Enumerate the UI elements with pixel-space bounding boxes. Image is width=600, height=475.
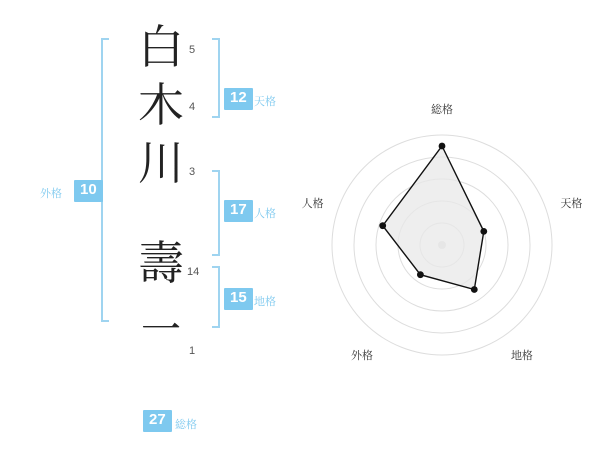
radar-data-point: [417, 271, 424, 278]
gaikaku-label: 外格: [40, 188, 62, 200]
stroke-count: 14: [187, 266, 200, 278]
chikaku-bracket: [212, 266, 220, 328]
tenkaku-label: 天格: [254, 96, 276, 108]
radar-data-point: [439, 143, 446, 150]
name-kaku-diagram: [0, 0, 300, 470]
jinkaku-value: 17: [224, 200, 253, 222]
stroke-count: 5: [189, 44, 196, 56]
tenkaku-bracket: [212, 38, 220, 118]
radar-axis-label: 外格: [351, 350, 374, 363]
jinkaku-bracket: [212, 170, 220, 256]
radar-data-point: [379, 222, 386, 229]
stroke-count: 1: [189, 345, 196, 357]
radar-chart: [300, 0, 600, 470]
radar-data-point: [480, 228, 487, 235]
name-character: 一: [141, 307, 181, 353]
tenkaku-value: 12: [224, 88, 253, 110]
radar-axis-label: 天格: [560, 197, 583, 210]
radar-series-polygon: [383, 146, 484, 290]
radar-chart-svg: [300, 0, 600, 470]
name-character: 壽: [138, 236, 184, 290]
radar-axis-label: 人格: [301, 197, 324, 210]
chikaku-value: 15: [224, 288, 253, 310]
radar-axis-label: 総格: [431, 104, 453, 116]
gaikaku-value: 10: [74, 180, 103, 202]
radar-axis-label: 地格: [510, 350, 533, 363]
soukaku-label: 総格: [175, 419, 197, 431]
radar-data-point: [471, 286, 478, 293]
soukaku-value: 27: [143, 410, 172, 432]
chikaku-label: 地格: [254, 296, 276, 308]
stroke-count: 4: [189, 101, 196, 113]
stroke-count: 3: [189, 166, 196, 178]
name-character: 木: [138, 78, 184, 132]
name-character: 白: [138, 20, 184, 74]
jinkaku-label: 人格: [254, 208, 276, 220]
name-character: 川: [138, 136, 184, 190]
